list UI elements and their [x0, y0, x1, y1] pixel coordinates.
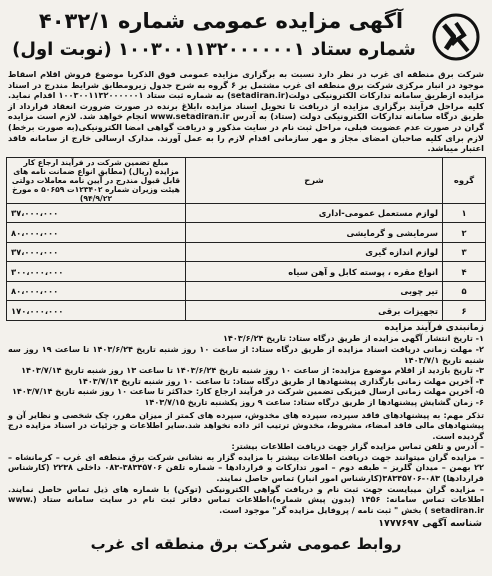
row-desc: تجهیزات برقی	[186, 301, 443, 321]
row-group: ۵	[443, 281, 486, 301]
table-row	[7, 281, 486, 301]
schedule-item: ۴- آخرین مهلت زمانی بارگذاری پیشنهادها از طریق درگاه ستاد: تا ساعت ۱۰ روز شنبه تاریخ ۱۴۰۳/۷/۱۴	[77, 375, 484, 386]
row-desc: سرمایشی و گرمایشی	[186, 223, 443, 243]
row-amount: ۳۰۰،۰۰۰،۰۰۰	[7, 262, 186, 282]
intro-paragraph: شرکت برق منطقه ای غرب در نظر دارد نسبت به برگزاری مزایده عمومی فوق الذکربا موضوع فروش اقلام اسقاط موجود در انبار مرکزی شرکت برق منطقه ای غرب مشتمل بر ۶ گروه به شرح جدول زیرومطابق شرایط مندرج در اسناد مزایده ازطریق سامانه تدارکات الکترونیکی دولت(setadiran.ir) به شماره ثبت ستاد ۱۰۰۳۰۰۱۱۳۲۰۰۰۰۰۰۱ اقدام نماید. کلیه مراحل فرآیند برگزاری مزایده از دریافت تا تحویل اسناد مزایده ،ابلاغ برنده در صورت ضرورت انعقاد قرارداد از طریق درگاه سامانه تدارکات الکترونیکی دولت (ستاد) به آدرس www.setadiran.ir انجام خواهد شد. لازم است مزایده گران در صورت عدم عضویت قبلی، مراحل ثبت نام در سایت مذکور و دریافت گواهی امضا الکترونیکی(به صورت برخط) لازم برای کلیه صاحبان امضای مجاز و مهر سازمانی اقدام لازم را به عمل آورند. مدارک ارسالی خارج از سامانه فاقد اعتبار میباشد.	[8, 69, 485, 154]
row-amount: ۳۷،۰۰۰،۰۰۰	[7, 242, 186, 262]
header-desc: شرح	[186, 157, 443, 203]
note-item: – مزایده گران میتوانند جهت دریافت اطلاعات بیشتر با مزایده گزار به نشانی شرکت برق منطقه ای غرب – کرمانشاه – ۲۲ بهمن – میدان گلریز – طبقه دوم – امور تدارکات و قراردادها – شماره تلفن ۳۸۳۴۵۷۰۶-۰۸۳ داخلی ۲۲۳۸ (کارشناس قراردادها) ۰۸۳-۳۸۳۴۵۷۰۶(کارشناس امور انبار) تماس حاصل نمایند.	[8, 451, 484, 484]
table-row	[7, 203, 486, 223]
schedule-item: ۶- زمان گشایش پیشنهادها از طریق درگاه ستاد: ساعت ۹ روز یکشنبه تاریخ ۱۴۰۳/۷/۱۵	[144, 396, 484, 407]
table-row	[7, 301, 486, 321]
notice-subtitle: شماره ستاد ۱۰۰۳۰۰۱۱۳۲۰۰۰۰۰۰۱ (نوبت اول)	[12, 39, 416, 60]
header-amount: مبلغ تضمین شرکت در فرآیند ارجاع کار مزایده (ریال) (مطابق انواع ضمانت نامه های قابل قبول مندرج در آیین نامه معاملات دولتی هیئت وزیران شماره ۱۲۳۴۰۲ت ۵۰۶۵۹ ه مورخ ۹۴/۹/۲۲)	[7, 157, 186, 203]
table-row	[7, 242, 486, 262]
notice-title: آگهی مزایده عمومی شماره ۴۰۳۲/۱	[38, 9, 404, 33]
schedule-title: زمانبندی فرآیند مزایده	[384, 322, 484, 333]
note-item: تذکر مهم: به پیشنهادهای فاقد سپرده، سپرده های مخدوش، سپرده های کمتر از میزان مقرر، چک شخصی و نظایر آن و پیشنهادهای مالی فاقد امضاء، مشروط، مخدوش ترتیب اثر داده نخواهد شد.سایر اطلاعات و جزئیات در اسناد مزایده درج گردیده است.	[8, 409, 484, 441]
table-header-row	[7, 157, 486, 203]
table-row	[7, 262, 486, 282]
row-amount: ۱۷۰،۰۰۰،۰۰۰	[7, 301, 186, 321]
notice-id: شناسه آگهی ۱۷۷۷۶۹۷	[378, 518, 482, 530]
schedule-item: ۱- تاریخ انتشار آگهی مزایده از طریق درگاه ستاد: تاریخ ۱۴۰۳/۶/۲۴	[222, 333, 484, 344]
row-amount: ۳۷،۰۰۰،۰۰۰	[7, 203, 186, 223]
schedule-section	[8, 323, 484, 408]
note-item: – آدرس و تلفن تماس مزایده گزار جهت دریافت اطلاعات بیشتر:	[231, 441, 484, 452]
row-amount: ۸۰،۰۰۰،۰۰۰	[7, 223, 186, 243]
notice-header	[6, 3, 486, 67]
schedule-item: ۲- مهلت زمانی دریافت اسناد مزایده از طریق درگاه ستاد: از ساعت ۱۰ روز شنبه تاریخ ۱۴۰۳/۶/۲۴ تا ساعت ۱۹ روز سه شنبه تاریخ ۱۴۰۳/۷/۱	[8, 343, 484, 365]
row-group: ۳	[443, 242, 486, 262]
row-group: ۶	[443, 301, 486, 321]
notes-section	[8, 410, 484, 516]
note-item: – مزایده گران میبایست جهت ثبت نام و دریافت گواهی الکترونیکی (توکن) با شماره های ذیل تماس حاصل نمایند. اطلاعات تماس سامانه: ۱۴۵۶ (بدون پیش شماره)،اطلاعات تماس دفاتر ثبت نام در سایت سامانه ستاد (www. setadiran.ir ) بخش " ثبت نامه / پروفایل مزایده گر" موجود است.	[8, 483, 485, 515]
schedule-item: ۳- تاریخ بازدید از اقلام موضوع مزایده: از ساعت ۱۰ روز شنبه تاریخ ۱۴۰۳/۶/۲۴ تا ساعت ۱۳ روز شنبه تاریخ ۱۴۰۳/۷/۱۴	[21, 365, 484, 376]
header-group: گروه	[443, 157, 486, 203]
row-group: ۴	[443, 262, 486, 282]
row-amount: ۸۰،۰۰۰،۰۰۰	[7, 281, 186, 301]
row-desc: لوازم اندازه گیری	[186, 242, 443, 262]
row-desc: انواع مقره ، پوسته کابل و آهن سیاه	[186, 262, 443, 282]
table-row	[7, 223, 486, 243]
items-table	[6, 157, 486, 321]
row-group: ۱	[443, 203, 486, 223]
row-group: ۲	[443, 223, 486, 243]
publisher-name: روابط عمومی شرکت برق منطقه ای غرب	[90, 535, 402, 554]
row-desc: لوازم مستعمل عمومی-اداری	[186, 203, 443, 223]
row-desc: تیر چوبی	[186, 281, 443, 301]
schedule-item: ۵- آخرین مهلت زمانی ارسال فیزیکی تضمین شرکت در فرآیند ارجاع کار: حداکثر تا ساعت ۱۰ روز شنبه تاریخ ۱۴۰۳/۷/۱۴	[11, 386, 484, 397]
company-logo-icon	[430, 11, 482, 63]
